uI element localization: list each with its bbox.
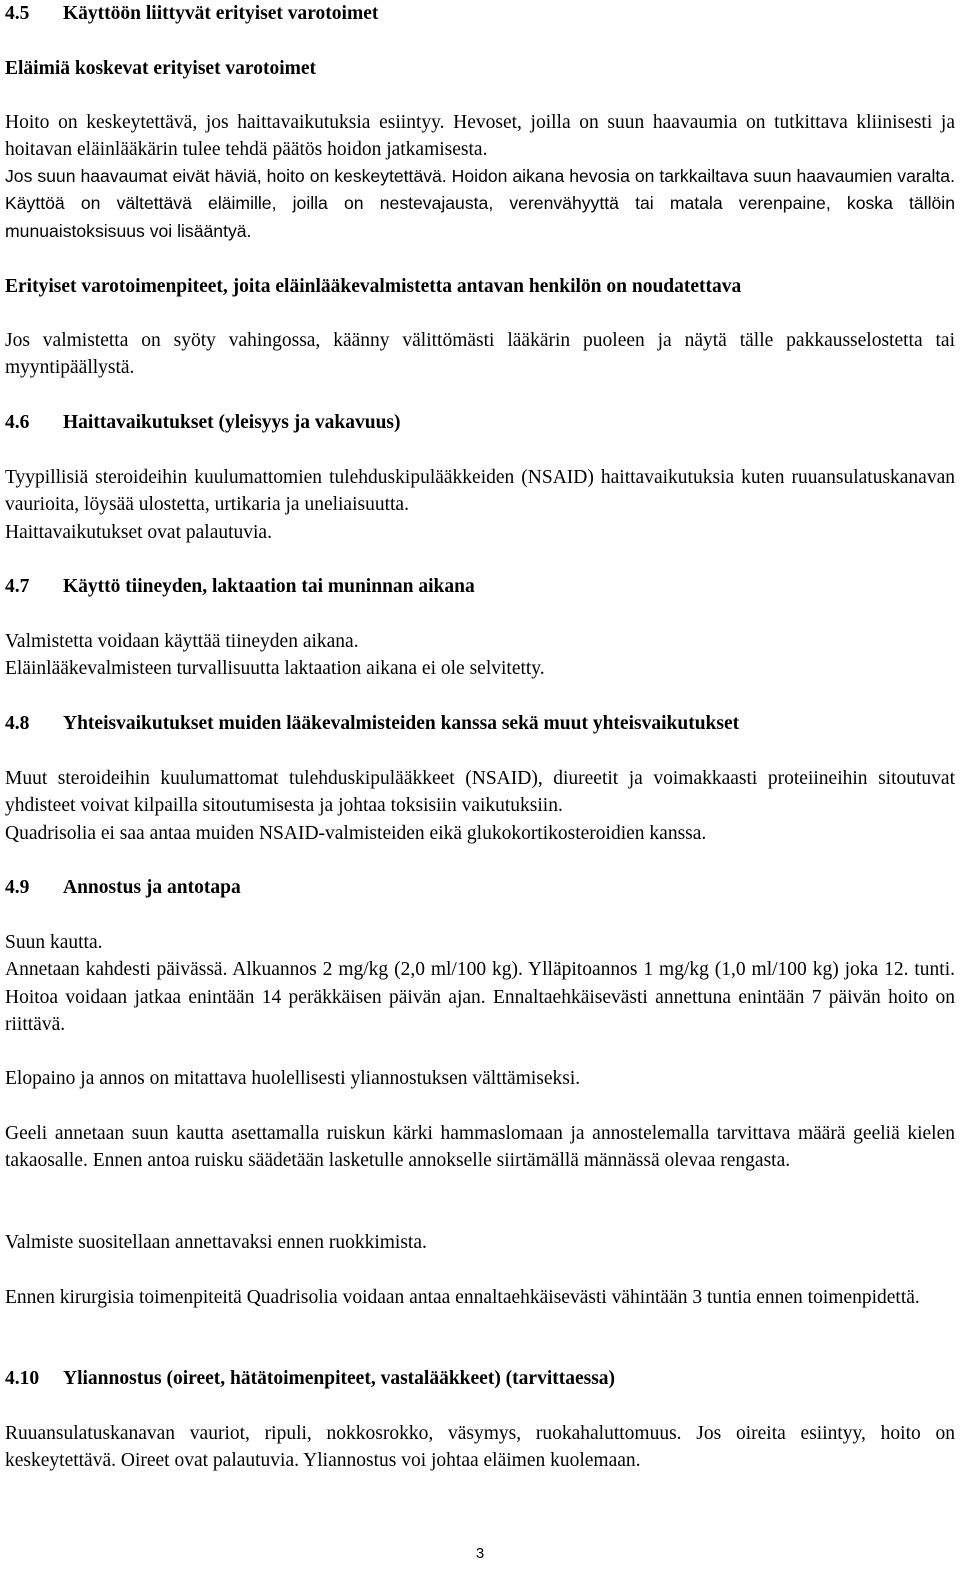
paragraph: Valmistetta voidaan käyttää tiineyden aikana.: [5, 631, 359, 652]
paragraph: Muut steroideihin kuulumattomat tulehduskipulääkkeet (NSAID), diureetit ja voimakkaasti proteiineihin sitoutuvat yhdisteet voivat kilpailla sitoutumisesta ja johtaa toksisiin vaikutuksiin.: [5, 768, 955, 817]
paragraph: Valmiste suositellaan annettavaksi ennen ruokkimista.: [5, 1232, 427, 1253]
section-number: 4.6: [5, 412, 30, 433]
section-title: Käyttöön liittyvät erityiset varotoimet: [63, 3, 379, 24]
section-number: 4.8: [5, 713, 30, 734]
section-number: 4.9: [5, 877, 30, 898]
section-title: Yliannostus (oireet, hätätoimenpiteet, vastalääkkeet) (tarvittaessa): [63, 1368, 616, 1389]
section-title: Haittavaikutukset (yleisyys ja vakavuus): [63, 412, 401, 433]
section-heading: [5, 573, 475, 600]
paragraph: Ruuansulatuskanavan vauriot, ripuli, nokkosrokko, väsymys, ruokahaluttomuus. Jos oireita esiintyy, hoito on keskeytettävä. Oireet ovat palautuvia. Yliannostus voi johtaa eläimen kuolemaan.: [5, 1423, 955, 1472]
paragraph: Hoito on keskeytettävä, jos haittavaikutuksia esiintyy. Hevoset, joilla on suun haavaumia on tutkittava kliinisesti ja hoitavan eläinlääkärin tulee tehdä päätös hoidon jatkamisesta.: [5, 112, 955, 161]
paragraph: Eläinlääkevalmisteen turvallisuutta laktaation aikana ei ole selvitetty.: [5, 658, 545, 680]
paragraph: Tyypillisiä steroideihin kuulumattomien tulehduskipulääkkeiden (NSAID) haittavaikutuksia kuten ruuansulatuskanavan vaurioita, löysää ulostetta, urtikaria ja uneliaisuutta.: [5, 467, 955, 516]
section-number: 4.5: [5, 3, 30, 24]
section-number: 4.7: [5, 576, 30, 597]
subheading: Eläimiä koskevat erityiset varotoimet: [5, 58, 317, 79]
paragraph: Elopaino ja annos on mitattava huolellisesti yliannostuksen välttämiseksi.: [5, 1068, 581, 1089]
section-heading: [5, 710, 739, 737]
paragraph: Ennen kirurgisia toimenpiteitä Quadrisolia voidaan antaa ennaltaehkäisevästi vähintään 3 tuntia ennen toimenpidettä.: [5, 1287, 920, 1308]
section-heading: [5, 409, 401, 436]
paragraph: Suun kautta.: [5, 932, 103, 953]
section-heading: [5, 0, 955, 27]
paragraph: Jos suun haavaumat eivät häviä, hoito on keskeytettävä. Hoidon aikana hevosia on tarkkailtava suun haavaumien varalta. Käyttöä on vältettävä eläimille, joilla on nestevajausta, verenvähyyttä tai matala verenpaine, koska tällöin munuaistoksisuus voi lisääntyä.: [5, 166, 955, 241]
section-title: Annostus ja antotapa: [63, 877, 241, 898]
subheading: Erityiset varotoimenpiteet, joita eläinlääkevalmistetta antavan henkilön on noudatettava: [5, 276, 742, 297]
section-number: 4.10: [5, 1368, 40, 1389]
paragraph: Jos valmistetta on syöty vahingossa, käänny välittömästi lääkärin puoleen ja näytä tälle pakkausselostetta tai myyntipäällystä.: [5, 330, 955, 379]
section-title: Yhteisvaikutukset muiden lääkevalmisteiden kanssa sekä muut yhteisvaikutukset: [63, 713, 740, 734]
section-heading: [5, 1365, 615, 1392]
section-title: Käyttö tiineyden, laktaation tai muninnan aikana: [63, 576, 475, 597]
paragraph: Haittavaikutukset ovat palautuvia.: [5, 521, 272, 543]
paragraph: Quadrisolia ei saa antaa muiden NSAID-valmisteiden eikä glukokortikosteroidien kanssa.: [5, 822, 707, 844]
paragraph: Geeli annetaan suun kautta asettamalla ruiskun kärki hammaslomaan ja annostelemalla tarvittava määrä geeliä kielen takaosalle. Ennen antoa ruisku säädetään lasketulle annokselle siirtämällä männässä olevaa rengasta.: [5, 1123, 955, 1172]
section-heading: [5, 874, 241, 901]
section-4-5: [5, 0, 955, 27]
paragraph: Annetaan kahdesti päivässä. Alkuannos 2 mg/kg (2,0 ml/100 kg). Ylläpitoannos 1 mg/kg (1,0 ml/100 kg) joka 12. tunti. Hoitoa voidaan jatkaa enintään 14 peräkkäisen päivän ajan. Ennaltaehkäisevästi annettuna enintään 7 päivän hoito on riittävä.: [5, 959, 955, 1035]
page-number: 3: [475, 1545, 485, 1562]
